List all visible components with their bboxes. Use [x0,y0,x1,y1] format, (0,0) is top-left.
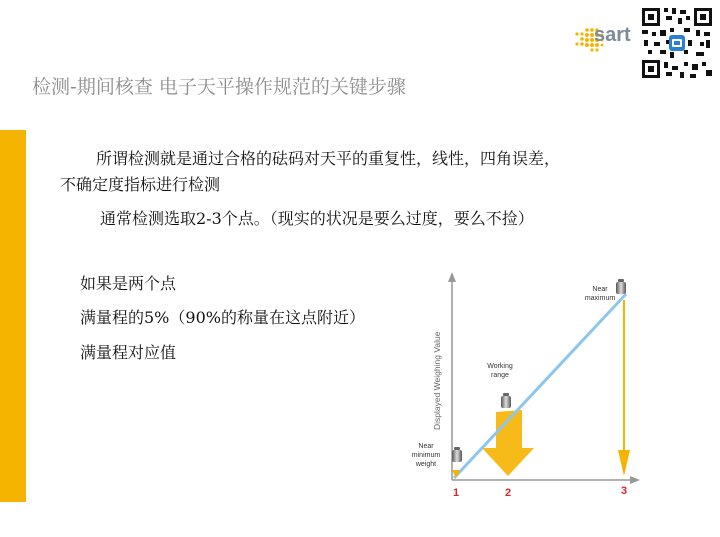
list-item: 满量程的5%（90%的称量在这点附近） [80,308,365,327]
accent-side-bar [0,130,26,502]
working-range-label-line-1: Working [487,363,513,370]
y-axis-arrow [448,272,456,282]
brand-name: sart [594,24,631,46]
paragraph-1-line-1: 所谓检测就是通过合格的砝码对天平的重复性，线性，四角误差， [96,149,561,168]
linearity-diagram [410,270,640,502]
weight-icon [501,393,511,408]
weight-icon [616,279,626,294]
point-label-3: 3 [620,485,628,497]
paragraph-1-line-2: 不确定度指标进行检测 [60,175,221,194]
near-maximum-label-line-1: Near [592,286,608,293]
near-minimum-label-line-1: Near [418,443,434,450]
working-range-label-line-2: range [491,372,509,379]
near-minimum-label-line-2: minimum [411,452,441,459]
linearity-line [454,294,626,478]
list-item: 满量程对应值 [80,343,177,362]
near-minimum-label-line-3: weight [415,461,437,468]
slide-title: 检测-期间核查 电子天平操作规范的关键步骤 [32,76,406,98]
weight-icon [452,447,462,462]
near-maximum-label-line-2: maximum [584,295,616,302]
paragraph-2: 通常检测选取2-3个点。（现实的状况是要么过度，要么不捡） [100,209,534,228]
qr-code [640,6,714,80]
point-label-1: 1 [452,487,460,499]
y-axis-label: Displayed Weighing Value [432,331,442,430]
list-item: 如果是两个点 [80,274,177,293]
maximum-arrow-head [618,450,630,476]
point-label-2: 2 [504,487,512,499]
x-axis-arrow [630,476,640,484]
